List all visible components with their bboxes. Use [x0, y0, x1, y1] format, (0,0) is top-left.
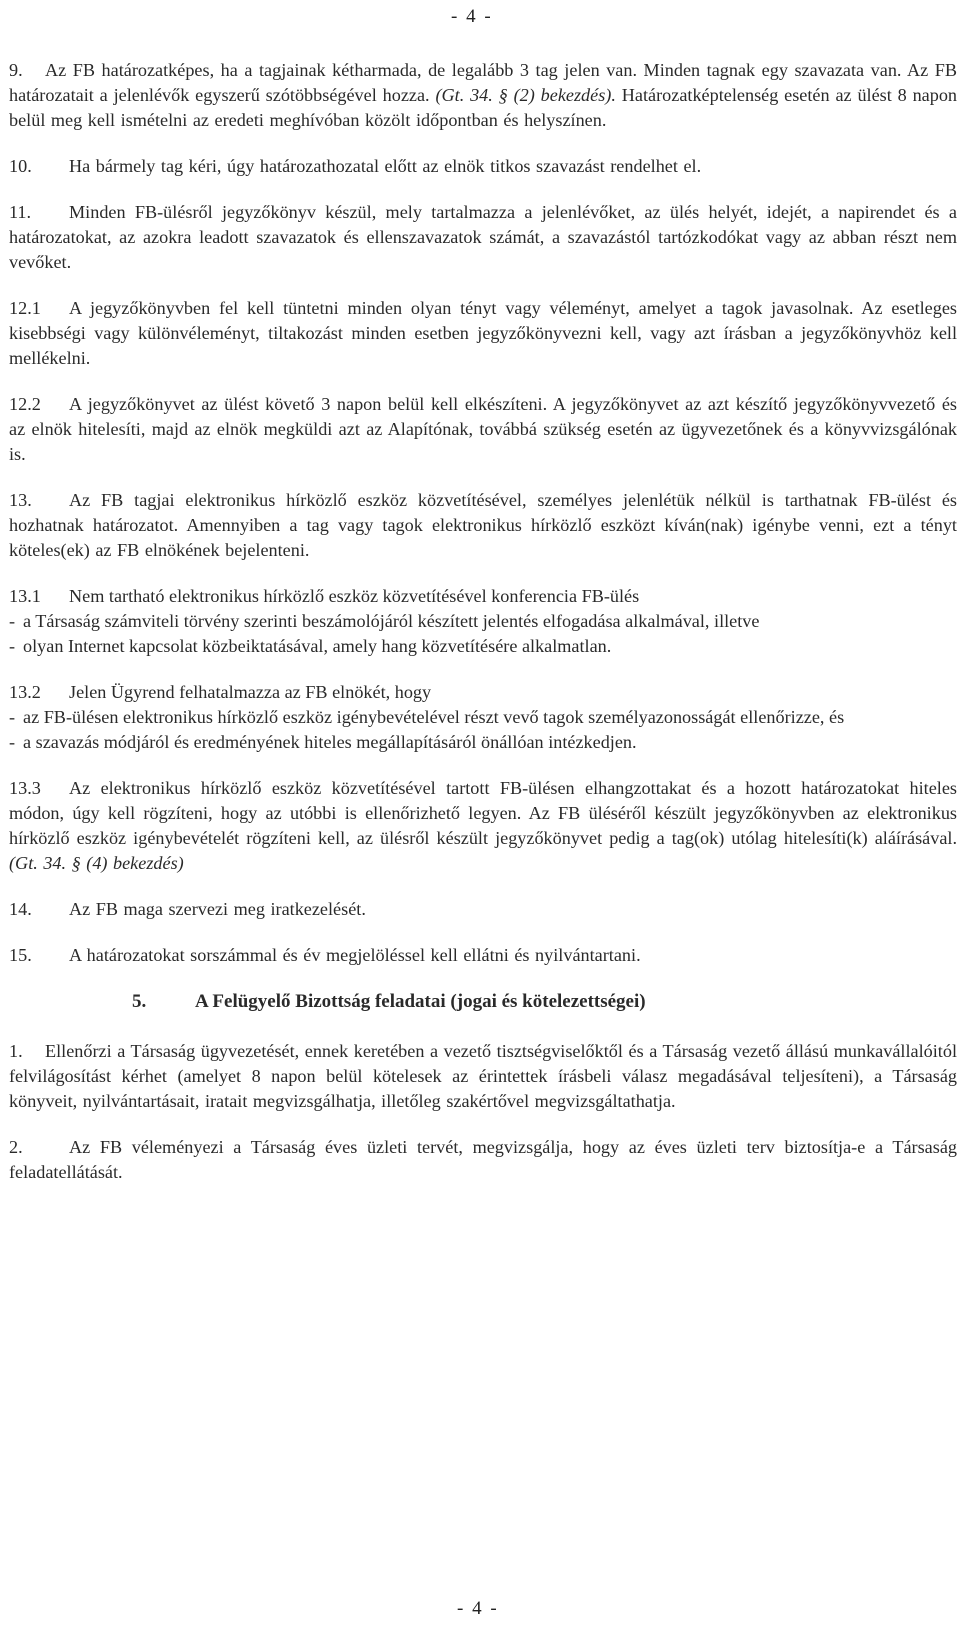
paragraph-number: 13.3: [9, 778, 41, 798]
paragraph-text: Nem tartható elektronikus hírközlő eszköz közvetítésével konferencia FB-ülés: [69, 586, 640, 606]
paragraph-9: [9, 58, 957, 133]
list-item: - az FB-ülésen elektronikus hírközlő eszköz igénybevételével részt vevő tagok személyazonosságát ellenőrizze, és: [9, 707, 845, 727]
document-body: [9, 58, 957, 1206]
paragraph-number: 13.2: [9, 682, 41, 702]
section-title-text: A Felügyelő Bizottság feladatai (jogai és kötelezettségei): [195, 991, 646, 1012]
paragraph-text: Az FB határozatképes, ha a tagjainak kétharmada, de legalább 3 tag jelen van. Minden tagnak egy szavazata van. Az FB határozatait a jelenlévők egyszerű szótöbbségével hozza.: [9, 60, 957, 105]
list-item-text: olyan Internet kapcsolat közbeiktatásával, amely hang közvetítésére alkalmatlan.: [23, 636, 612, 656]
paragraph-12-2: [9, 392, 957, 467]
section5-paragraph-2: [9, 1135, 957, 1185]
paragraph-text: Minden FB-ülésről jegyzőkönyv készül, mely tartalmazza a jelenlévőket, az ülés helyét, idejét, a napirendet és a határozatokat, az azokra leadott szavazatok és ellenszavazatok számát, a szavazástól tartózkodókat vagy az abban részt nem vevőket.: [9, 202, 957, 272]
dash-list: [9, 609, 957, 659]
section-heading: [9, 989, 957, 1015]
paragraph-number: 12.2: [9, 394, 41, 414]
paragraph-text: Az FB maga szervezi meg iratkezelését.: [69, 899, 366, 919]
paragraph-text: Ha bármely tag kéri, úgy határozathozatal előtt az elnök titkos szavazást rendelhet el.: [69, 156, 702, 176]
paragraph-lead: [9, 584, 957, 609]
list-item: - olyan Internet kapcsolat közbeiktatásával, amely hang közvetítésére alkalmatlan.: [9, 636, 612, 656]
paragraph-text: Ellenőrzi a Társaság ügyvezetését, ennek keretében a vezető tisztségviselőktől és a Társaság vezető állású munkavállalóitól felvilágosítást kérhet (amelyet 8 napon belül kötelesek az érintettek írásbeli válasz megadásával teljesíteni), a Társaság könyveit, nyilvántartásait, iratait megvizsgálhatja, illetőleg szakértővel megvizsgáltathatja.: [9, 1041, 957, 1111]
paragraph-10: [9, 154, 957, 179]
paragraph-number: 1.: [9, 1041, 23, 1061]
paragraph-13-2: [9, 680, 957, 755]
page-number-top: - 4 -: [451, 6, 493, 27]
paragraph-13-1: [9, 584, 957, 659]
list-item-text: a szavazás módjáról és eredményének hiteles megállapításáról önállóan intézkedjen.: [23, 732, 637, 752]
section-number: 5.: [132, 991, 147, 1012]
paragraph-text: Jelen Ügyrend felhatalmazza az FB elnökét, hogy: [69, 682, 432, 702]
paragraph-number: 10.: [9, 156, 32, 176]
legal-reference: (Gt. 34. § (4) bekezdés): [9, 853, 184, 873]
paragraph-13: [9, 488, 957, 563]
paragraph-number: 9.: [9, 60, 23, 80]
paragraph-number: 14.: [9, 899, 32, 919]
paragraph-13-3: [9, 776, 957, 876]
paragraph-12-1: [9, 296, 957, 371]
list-item: - a Társaság számviteli törvény szerinti beszámolójáról készített jelentés elfogadása alkalmával, illetve: [9, 611, 760, 631]
paragraph-text: A jegyzőkönyvben fel kell tüntetni minden olyan tényt vagy véleményt, amelyet a tagok javasolnak. Az esetleges kisebbségi vagy különvéleményt, tiltakozást minden esetben jegyzőkönyvezni kell, vagy azt írásban a jegyzőkönyvhöz kell mellékelni.: [9, 298, 957, 368]
paragraph-text: A határozatokat sorszámmal és év megjelöléssel kell ellátni és nyilvántartani.: [69, 945, 641, 965]
paragraph-text: Az FB véleményezi a Társaság éves üzleti tervét, megvizsgálja, hogy az éves üzleti terv biztosítja-e a Társaság feladatellátását.: [9, 1137, 957, 1182]
paragraph-number: 2.: [9, 1137, 23, 1157]
paragraph-number: 13.: [9, 490, 32, 510]
list-item-text: az FB-ülésen elektronikus hírközlő eszköz igénybevételével részt vevő tagok személyazonosságát ellenőrizze, és: [23, 707, 845, 727]
list-item: - a szavazás módjáról és eredményének hiteles megállapításáról önállóan intézkedjen.: [9, 732, 637, 752]
paragraph-text-continued: Határozatképtelenség esetén az ülést 8 napon belül meg kell ismételni az eredeti meghívóban közölt időpontban és helyszínen.: [9, 85, 958, 130]
dash-list: [9, 705, 957, 755]
paragraph-number: 11.: [9, 202, 32, 222]
legal-reference: (Gt. 34. § (2) bekezdés).: [435, 85, 616, 105]
paragraph-number: 12.1: [9, 298, 41, 318]
paragraph-lead: [9, 680, 957, 705]
list-item-text: a Társaság számviteli törvény szerinti beszámolójáról készített jelentés elfogadása alkalmával, illetve: [23, 611, 760, 631]
paragraph-text: A jegyzőkönyvet az ülést követő 3 napon belül kell elkészíteni. A jegyzőkönyvet az azt készítő jegyzőkönyvvezető és az elnök hitelesíti, majd az elnök megküldi azt az Alapítónak, továbbá szükség esetén az ügyvezetőnek és a könyvvizsgálónak is.: [9, 394, 957, 464]
paragraph-14: [9, 897, 957, 922]
page-number-bottom: - 4 -: [457, 1598, 499, 1619]
paragraph-number: 13.1: [9, 586, 41, 606]
paragraph-text: Az elektronikus hírközlő eszköz közvetítésével tartott FB-ülésen elhangzottakat és a hozott határozatokat hiteles módon, úgy kell rögzíteni, hogy az utóbbi is ellenőrizhető legyen. Az FB üléséről készült jegyzőkönyvben az elektronikus hírközlő eszköz igénybevételét rögzíteni kell, az ülésről készült jegyzőkönyvet pedig a tag(ok) utólag hitelesíti(k) aláírásával.: [9, 778, 957, 848]
paragraph-11: [9, 200, 957, 275]
paragraph-15: [9, 943, 957, 968]
paragraph-text: Az FB tagjai elektronikus hírközlő eszköz közvetítésével, személyes jelenlétük nélkül is tarthatnak FB-ülést és hozhatnak határozatot. Amennyiben a tag vagy tagok elektronikus hírközlő eszközt kíván(nak) igénybe venni, ezt a tényt köteles(ek) az FB elnökének bejelenteni.: [9, 490, 957, 560]
section5-paragraph-1: [9, 1039, 957, 1114]
paragraph-number: 15.: [9, 945, 32, 965]
